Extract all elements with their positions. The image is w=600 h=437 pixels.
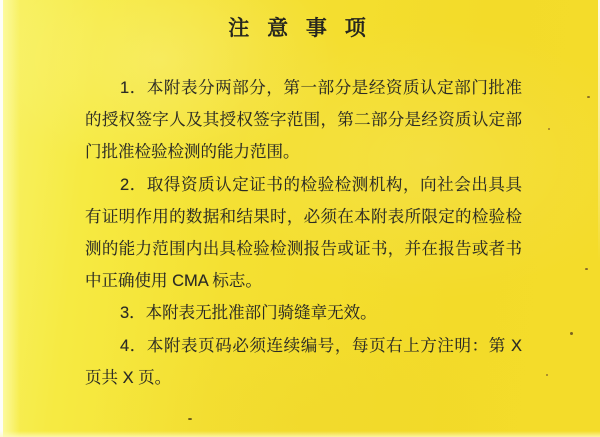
scan-speck	[188, 418, 192, 420]
text-line: 中正确使用 CMA 标志。	[85, 272, 262, 291]
page-bottom-light-edge	[0, 431, 600, 437]
scan-speck	[548, 128, 550, 130]
text-line: 3．本附表无批准部门骑缝章无效。	[120, 304, 377, 323]
text-line: 门批准检验检测的能力范围。	[85, 143, 300, 162]
scan-speck	[585, 268, 588, 270]
text-line: 页共 X 页。	[85, 368, 172, 387]
scan-speck	[587, 96, 590, 98]
notice-text-block	[85, 72, 522, 394]
text-line: 有证明作用的数据和结果时，必须在本附表所限定的检验检	[85, 207, 522, 226]
scan-speck	[546, 374, 548, 376]
text-line: 4．本附表页码必须连续编号，每页右上方注明：第 X	[120, 336, 522, 355]
page-left-light-band	[3, 0, 20, 437]
page-title: 注 意 事 项	[228, 17, 372, 40]
text-line: 1．本附表分两部分，第一部分是经资质认定部门批准	[120, 79, 522, 97]
text-line: 测的能力范围内出具检验检测报告或证书，并在报告或者书	[85, 239, 522, 258]
text-line: 的授权签字人及其授权签字范围，第二部分是经资质认定部	[85, 111, 522, 130]
text-line: 2．取得资质认定证书的检验检测机构，向社会出具具	[120, 175, 522, 194]
scan-speck	[570, 332, 573, 335]
